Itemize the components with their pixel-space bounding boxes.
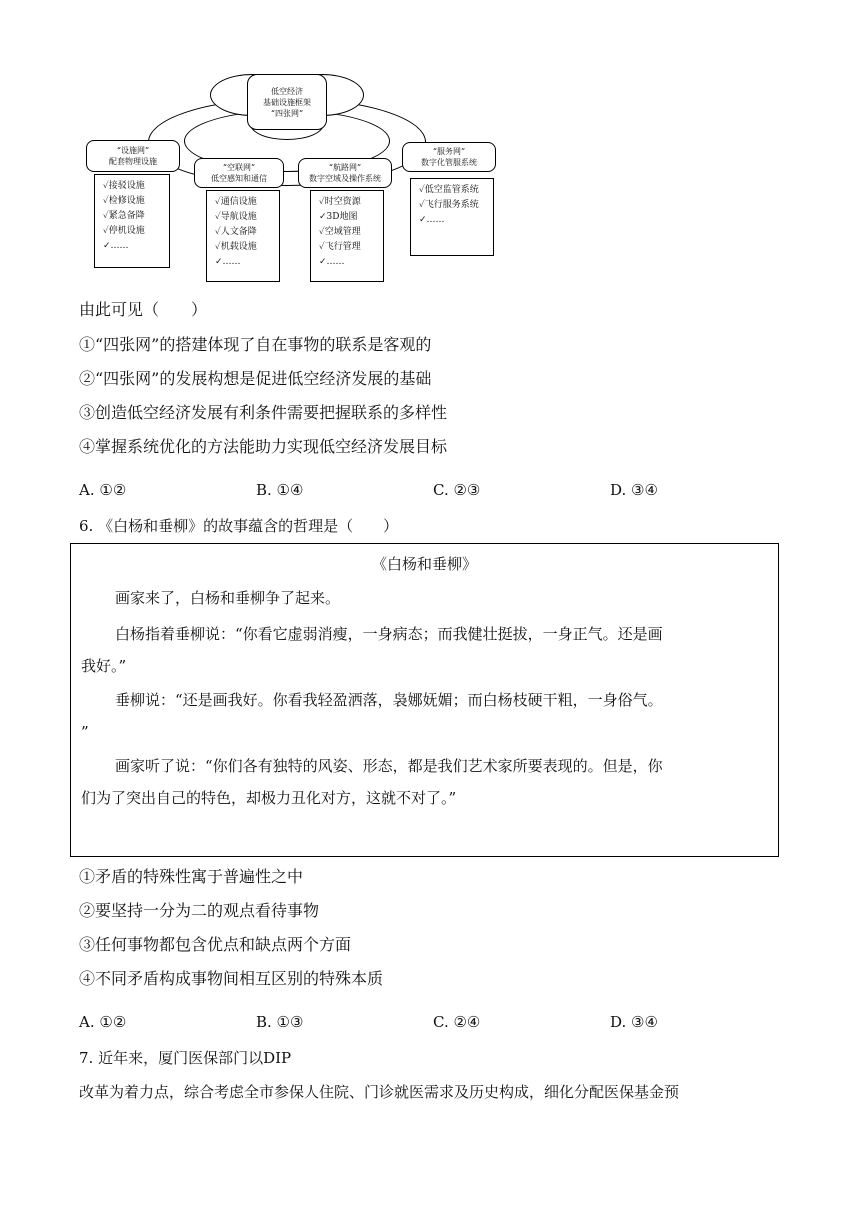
route-net-list xyxy=(310,190,384,282)
q5-option-b[interactable]: B. ①④ xyxy=(256,481,304,499)
q5-statement-1: ①“四张网”的搭建体现了自在事物的联系是客观的 xyxy=(79,335,432,354)
list-item: ✓…… xyxy=(103,241,129,251)
q6-statement-2: ②要坚持一分为二的观点看待事物 xyxy=(79,901,320,920)
story-line-7: 们为了突出自己的特色，却极力丑化对方，这就不对了。” xyxy=(81,789,457,807)
q5-lead: 由此可见（ ） xyxy=(79,300,208,319)
facility-net-tag xyxy=(86,140,180,172)
facility-net-name: “设施网” xyxy=(116,146,150,155)
center-line-3: “四张网” xyxy=(270,108,304,118)
list-item: ✓时空资源 xyxy=(319,197,361,207)
story-line-4: 垂柳说：“还是画我好。你看我轻盈洒落，袅娜妩媚；而白杨枝硬干粗，一身俗气。 xyxy=(115,691,663,709)
story-line-5: ” xyxy=(81,723,89,741)
story-line-2: 白杨指着垂柳说：“你看它虚弱消瘦，一身病态；而我健壮挺拔，一身正气。还是画 xyxy=(115,625,663,643)
route-net-desc: 数字空域及操作系统 xyxy=(309,174,381,183)
story-line-6: 画家听了说：“你们各有独特的风姿、形态，都是我们艺术家所要表现的。但是，你 xyxy=(115,757,663,775)
q5-statement-3: ③创造低空经济发展有利条件需要把握联系的多样性 xyxy=(79,403,448,422)
airlink-net-tag xyxy=(194,158,284,188)
list-item: ✓通信设施 xyxy=(215,197,257,207)
q7-line-2: 改革为着力点，综合考虑全市参保人住院、门诊就医需求及历史构成，细化分配医保基金预 xyxy=(79,1083,680,1101)
list-item: ✓停机设施 xyxy=(103,226,145,236)
q6-option-b[interactable]: B. ①③ xyxy=(256,1013,304,1031)
q5-statement-2: ②“四张网”的发展构想是促进低空经济发展的基础 xyxy=(79,369,432,388)
route-net-tag xyxy=(298,158,392,188)
list-item: ✓空域管理 xyxy=(319,227,361,237)
list-item: ✓…… xyxy=(319,257,345,267)
facility-net-list xyxy=(94,174,170,268)
service-net-name: “服务网” xyxy=(432,147,466,156)
story-line-3: 我好。” xyxy=(81,657,127,675)
story-title: 《白杨和垂柳》 xyxy=(371,555,477,573)
q6-stem: 6. 《白杨和垂柳》的故事蕴含的哲理是（ ） xyxy=(79,517,399,535)
q5-option-d[interactable]: D. ③④ xyxy=(610,481,658,499)
airlink-net-name: “空联网” xyxy=(222,163,256,172)
service-net-tag xyxy=(402,142,496,172)
q6-option-d[interactable]: D. ③④ xyxy=(610,1013,658,1031)
facility-net-desc: 配套物理设施 xyxy=(109,157,157,166)
center-line-1: 低空经济 xyxy=(271,86,303,96)
list-item: ✓机载设施 xyxy=(215,242,257,252)
q6-option-a[interactable]: A. ①② xyxy=(79,1013,127,1031)
list-item: ✓导航设施 xyxy=(215,212,257,222)
q5-statement-4: ④掌握系统优化的方法能助力实现低空经济发展目标 xyxy=(79,437,448,456)
service-net-desc: 数字化管服系统 xyxy=(421,158,477,167)
q6-statement-3: ③任何事物都包含优点和缺点两个方面 xyxy=(79,935,352,954)
list-item: ✓接驳设施 xyxy=(103,181,145,191)
airlink-net-list xyxy=(206,190,280,282)
list-item: ✓人文备降 xyxy=(215,227,257,237)
route-net-name: “航路网” xyxy=(328,163,362,172)
service-net-list xyxy=(410,178,494,256)
four-networks-diagram xyxy=(80,68,510,290)
q6-statement-1: ①矛盾的特殊性寓于普遍性之中 xyxy=(79,867,304,886)
list-item: ✓紧急备降 xyxy=(103,211,145,221)
q5-option-c[interactable]: C. ②③ xyxy=(433,481,481,499)
list-item: ✓飞行服务系统 xyxy=(419,200,479,210)
list-item: ✓飞行管理 xyxy=(319,242,361,252)
q5-option-a[interactable]: A. ①② xyxy=(79,481,127,499)
center-line-2: 基础设施框架 xyxy=(263,97,311,107)
list-item: ✓低空监管系统 xyxy=(419,185,479,195)
list-item: ✓检修设施 xyxy=(103,196,145,206)
q6-statement-4: ④不同矛盾构成事物间相互区别的特殊本质 xyxy=(79,969,384,988)
center-label xyxy=(247,74,327,130)
list-item: ✓…… xyxy=(419,215,445,225)
story-line-1: 画家来了，白杨和垂柳争了起来。 xyxy=(115,589,341,607)
list-item: ✓…… xyxy=(215,257,241,267)
q6-option-c[interactable]: C. ②④ xyxy=(433,1013,481,1031)
airlink-net-desc: 低空感知和通信 xyxy=(211,174,267,183)
q7-line-1: 7. 近年来，厦门医保部门以DIP xyxy=(79,1049,292,1067)
story-box xyxy=(70,543,779,857)
list-item: ✓3D地图 xyxy=(319,212,358,222)
